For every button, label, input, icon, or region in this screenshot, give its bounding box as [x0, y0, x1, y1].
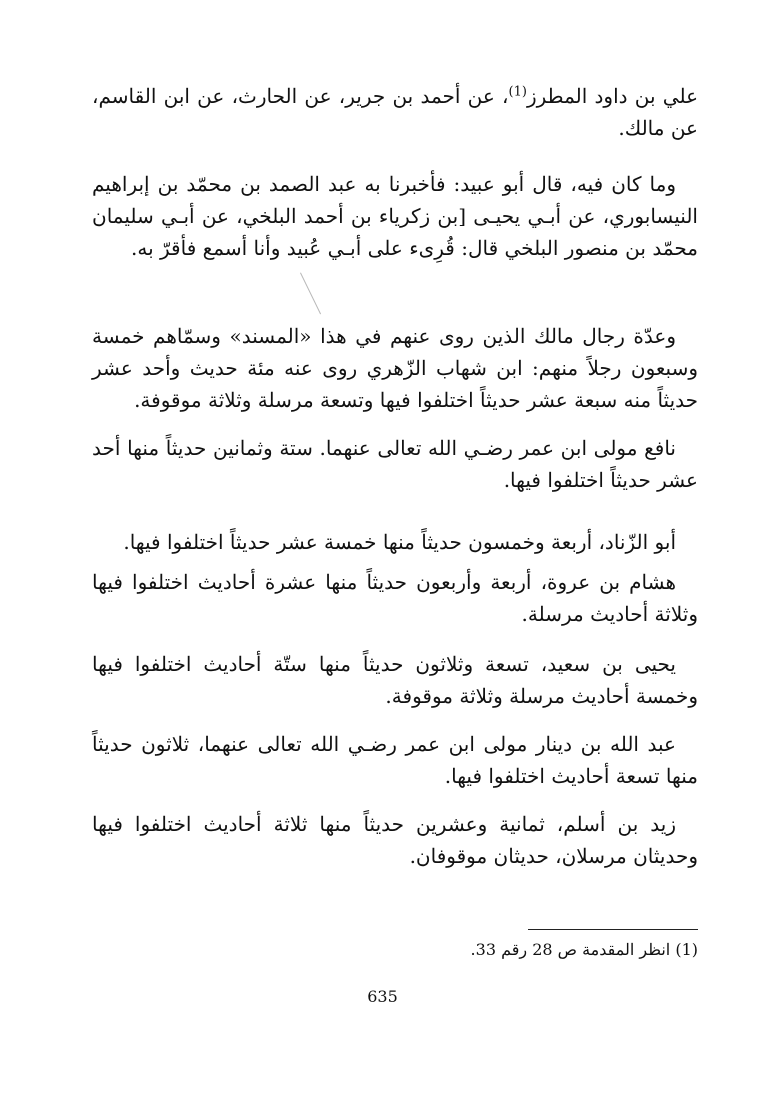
footnote: (1) انظر المقدمة ص 28 رقم 33. — [470, 940, 698, 959]
paragraph-text: وما كان فيه، قال أبو عبيد: فأخبرنا به عبد الصمد بن محمّد بن إبراهيم النيسابوري، عن أبـي يحيـى [بن زكرياء بن أحمد البلخي، عن أبـي سليمان محمّد بن منصور البلخي قال: قُرِىء على أبـي عُبيد وأنا أسمع فأقرّ به. — [92, 172, 698, 260]
paragraph-text: وعدّة رجال مالك الذين روى عنهم في هذا «المسند» وسمّاهم خمسة وسبعون رجلاً منهم: ابن شهاب الزّهري روى عنه مئة حديث وأحد عشر حديثاً منه سبعة عشر حديثاً اختلفوا فيها وتسعة مرسلة وثلاثة موقوفة. — [92, 324, 698, 412]
paragraph-text-start: علي بن داود المطرز — [526, 84, 699, 108]
paragraph-text: زيد بن أسلم، ثمانية وعشرين حديثاً منها ثلاثة أحاديث اختلفوا فيها وحديثان مرسلان، حديثان موقوفان. — [92, 812, 698, 868]
footnote-reference[interactable]: (1) — [508, 84, 527, 100]
paragraph-text: عبد الله بن دينار مولى ابن عمر رضـي الله تعالى عنهما، ثلاثون حديثاً منها تسعة أحاديث اختلفوا فيها. — [92, 732, 698, 788]
paragraph-nafi — [92, 432, 698, 496]
page-number: 635 — [367, 987, 398, 1006]
paragraph-abu-zinad — [92, 526, 698, 558]
paragraph-text-end: ، عن أحمد بن جرير، عن الحارث، عن ابن القاسم، عن مالك. — [92, 84, 698, 140]
paragraph-malik-men-count — [92, 320, 698, 416]
paragraph-abdullah-dinar — [92, 728, 698, 792]
paragraph-yahya — [92, 648, 698, 712]
paragraph-chain-of-narration — [92, 80, 698, 144]
footnote-divider — [528, 929, 698, 930]
paragraph-hisham — [92, 566, 698, 630]
scan-artifact-line — [300, 273, 321, 315]
paragraph-text: نافع مولى ابن عمر رضـي الله تعالى عنهما. ستة وثمانين حديثاً منها أحد عشر حديثاً اختلفوا فيها. — [92, 436, 698, 492]
paragraph-text: يحيى بن سعيد، تسعة وثلاثون حديثاً منها ستّة أحاديث اختلفوا فيها وخمسة أحاديث مرسلة وثلاثة موقوفة. — [92, 652, 698, 708]
paragraph-text: هشام بن عروة، أربعة وأربعون حديثاً منها عشرة أحاديث اختلفوا فيها وثلاثة أحاديث مرسلة. — [92, 570, 698, 626]
paragraph-zayd-aslam — [92, 808, 698, 872]
paragraph-abu-ubayd — [92, 168, 698, 264]
paragraph-text: أبو الزّناد، أربعة وخمسون حديثاً منها خمسة عشر حديثاً اختلفوا فيها. — [123, 530, 676, 554]
